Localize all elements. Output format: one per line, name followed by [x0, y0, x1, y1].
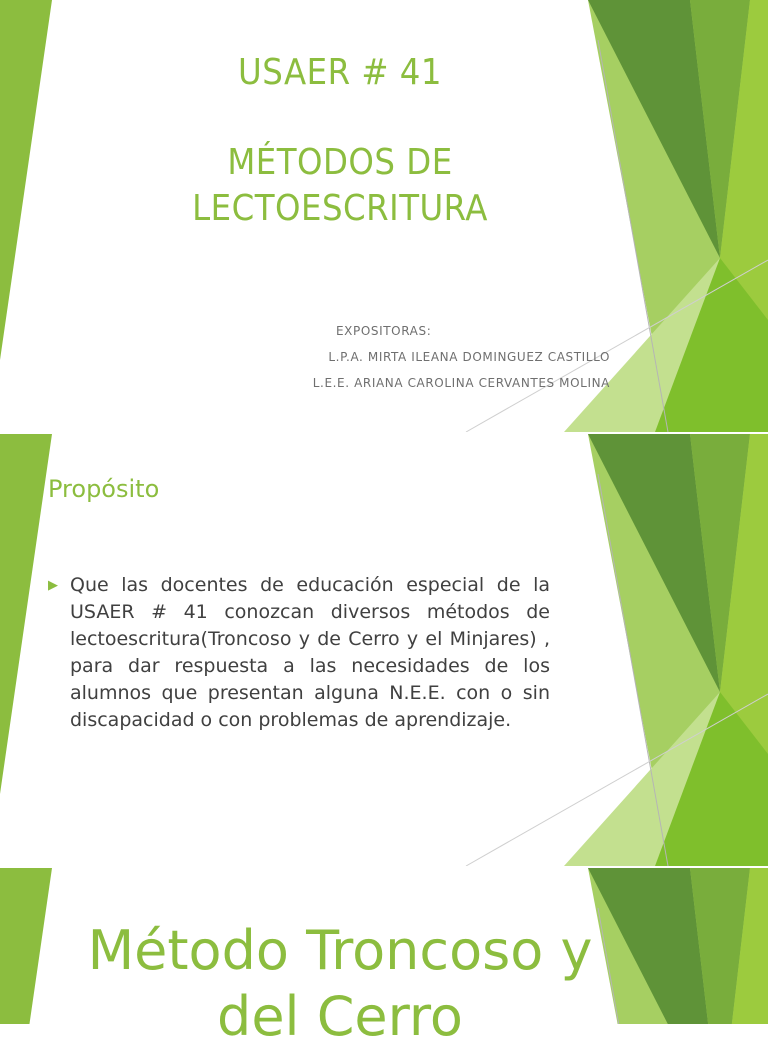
slide-1	[0, 0, 768, 432]
slide-3-title	[60, 918, 620, 1050]
presenters-block	[250, 318, 610, 396]
slide-1-title	[120, 50, 560, 232]
title-line: USAER # 41	[238, 52, 442, 93]
triangle-right-icon: ▶	[48, 578, 58, 593]
left-accent-shape	[0, 0, 52, 360]
title-line: del Cerro	[217, 985, 463, 1048]
left-accent-shape	[0, 868, 52, 1024]
title-line: LECTOESCRITURA	[192, 188, 488, 229]
presenter-name: L.P.A. MIRTA ILEANA DOMINGUEZ CASTILLO	[328, 350, 610, 364]
presenter-name: L.E.E. ARIANA CAROLINA CERVANTES MOLINA	[312, 376, 610, 390]
bullet-item	[48, 572, 550, 734]
title-line: MÉTODOS DE	[227, 142, 453, 183]
title-line: Método Troncoso y	[87, 919, 593, 982]
presenters-label: EXPOSITORAS:	[336, 324, 432, 338]
left-accent-shape	[0, 434, 52, 794]
bullet-text: Que las docentes de educación especial de la USAER # 41 conozcan diversos métodos de lectoescritura(Troncoso y de Cerro y el Minjares) , para dar respuesta a las necesidades de los alumnos que presentan alguna N.E.E. con o sin discapacidad o con problemas de aprendizaje.	[70, 574, 550, 731]
slide-2-title: Propósito	[48, 475, 160, 503]
